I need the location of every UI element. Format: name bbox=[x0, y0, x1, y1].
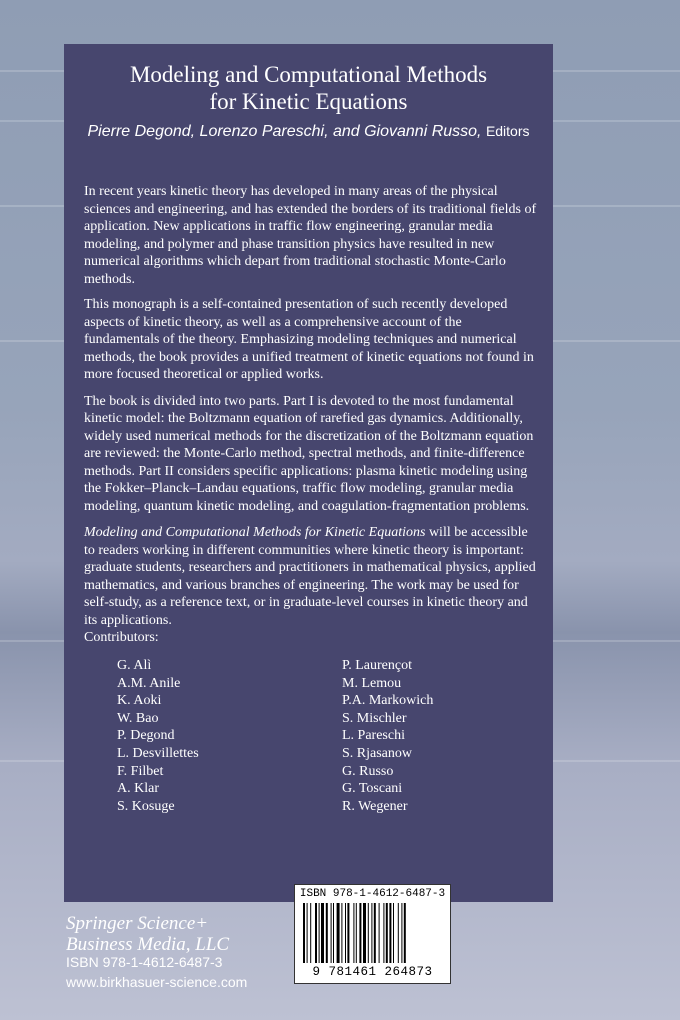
cover-panel bbox=[64, 44, 553, 902]
barcode-bar bbox=[345, 903, 346, 963]
barcode-bar bbox=[315, 903, 317, 963]
barcode-bar bbox=[371, 903, 372, 963]
publisher-line-2: Business Media, LLC bbox=[66, 934, 230, 955]
blurb-paragraph-1: In recent years kinetic theory has developed in many areas of the physical sciences and engineering, and has extended the borders of its traditional fields of application. New applications in traffic flow engineering, granular media modeling, and polymer and phase transition physics have resulted in new numerical algorithms which depart from traditional stochastic Monte-Carlo methods. bbox=[84, 184, 537, 287]
contributor-name: S. Kosuge bbox=[117, 798, 175, 814]
publisher-line-1: Springer Science+ bbox=[66, 913, 209, 934]
contributors-left-column bbox=[117, 657, 199, 815]
barcode-bar bbox=[341, 903, 342, 963]
contributor-name: L. Desvillettes bbox=[117, 745, 199, 761]
contributor-name: L. Pareschi bbox=[342, 728, 405, 744]
contributor-name: G. Toscani bbox=[342, 781, 403, 797]
barcode-bar bbox=[347, 903, 349, 963]
contributor-name: W. Bao bbox=[117, 710, 159, 726]
contributor-name: R. Wegener bbox=[342, 798, 408, 814]
title-line-1: Modeling and Computational Methods bbox=[129, 62, 488, 87]
barcode-bar bbox=[368, 903, 369, 963]
barcode-isbn-text: ISBN 978-1-4612-6487-3 bbox=[299, 888, 446, 900]
barcode-bar bbox=[398, 903, 399, 963]
barcode-bar bbox=[310, 903, 311, 963]
publisher-logo bbox=[66, 913, 229, 955]
barcode-bar bbox=[359, 903, 361, 963]
barcode-bar bbox=[353, 903, 354, 963]
contributor-name: G. Russo bbox=[342, 763, 394, 779]
barcode-bar bbox=[363, 903, 366, 963]
barcode-bar bbox=[337, 903, 340, 963]
blurb-paragraph-4 bbox=[84, 524, 539, 629]
blurb-paragraph-3: The book is divided into two parts. Part I is devoted to the most fundamental kinetic model: the Boltzmann equation of rarefied gas dynamics. Additionally, widely used numerical methods for the discretization of the Boltzmann equation are reviewed: the Monte-Carlo method, spectral methods, and finite-difference methods. Part II considers specific applications: plasma kinetic modeling using the Fokker–Planck–Landau equations, traffic flow modeling, granular media modeling, quantum kinetic modeling, and coagulation-fragmentation problems. bbox=[84, 393, 534, 514]
publisher-url: www.birkhasuer-science.com bbox=[66, 974, 248, 990]
title-line-2: for Kinetic Equations bbox=[209, 89, 408, 114]
barcode-bar bbox=[326, 903, 328, 963]
editor-names: Pierre Degond, Lorenzo Pareschi, and Giovanni Russo, bbox=[87, 123, 482, 140]
barcode-bars bbox=[301, 903, 444, 963]
barcode-digits: 9 781461 264873 bbox=[312, 965, 433, 979]
blurb-paragraph-2: This monograph is a self-contained presentation of such recently developed aspects of kinetic theory, as well as a comprehensive account of the fundamentals of the theory. Emphasizing modeling techniques and numerical methods, the book provides a unified treatment of kinetic equations not found in more focused theoretical or applied works. bbox=[84, 297, 534, 382]
contributor-name: F. Filbet bbox=[117, 763, 164, 779]
blurb bbox=[84, 183, 539, 638]
barcode-label bbox=[294, 884, 451, 984]
contributor-name: P. Degond bbox=[117, 728, 175, 744]
barcode-bar bbox=[333, 903, 334, 963]
contributor-name: P. Laurençot bbox=[342, 658, 412, 673]
book-title-italic: Modeling and Computational Methods for Kinetic Equations bbox=[84, 525, 426, 540]
contributor-name: M. Lemou bbox=[342, 675, 402, 691]
blurb-paragraph-4-rest: will be accessible to readers working in different communities where kinetic theory is important: graduate students, researchers and practitioners in mathematical physics, applied mathematics, and various branches of engineering. The work may be used for self-study, as a reference text, or in graduate-level courses in kinetic theory and its applications. bbox=[84, 525, 536, 628]
contributor-name: P.A. Markowich bbox=[342, 693, 434, 709]
contributor-name: A.M. Anile bbox=[117, 675, 181, 691]
barcode-bar bbox=[404, 903, 406, 963]
barcode-bar bbox=[389, 903, 391, 963]
barcode-bar bbox=[393, 903, 394, 963]
barcode-bar bbox=[386, 903, 388, 963]
contributor-name: S. Rjasanow bbox=[342, 745, 412, 761]
contributor-name: S. Mischler bbox=[342, 710, 407, 726]
publisher-isbn: ISBN 978-1-4612-6487-3 bbox=[66, 954, 223, 970]
book-title bbox=[64, 61, 553, 115]
editors-line bbox=[64, 121, 553, 142]
contributors-right-column bbox=[342, 657, 433, 815]
barcode-bar bbox=[321, 903, 324, 963]
barcode-bar bbox=[356, 903, 357, 963]
contributor-name: G. Alì bbox=[117, 658, 152, 673]
barcode-bar bbox=[379, 903, 380, 963]
barcode-bar bbox=[303, 903, 305, 963]
barcode-bar bbox=[331, 903, 332, 963]
barcode-bar bbox=[383, 903, 384, 963]
editors-suffix: Editors bbox=[485, 123, 530, 139]
barcode-bar bbox=[401, 903, 402, 963]
contributor-name: A. Klar bbox=[117, 781, 159, 797]
barcode-bar bbox=[374, 903, 376, 963]
contributors-label: Contributors: bbox=[84, 630, 159, 645]
barcode-bar bbox=[307, 903, 308, 963]
contributor-name: K. Aoki bbox=[117, 693, 162, 709]
barcode-bar bbox=[319, 903, 320, 963]
